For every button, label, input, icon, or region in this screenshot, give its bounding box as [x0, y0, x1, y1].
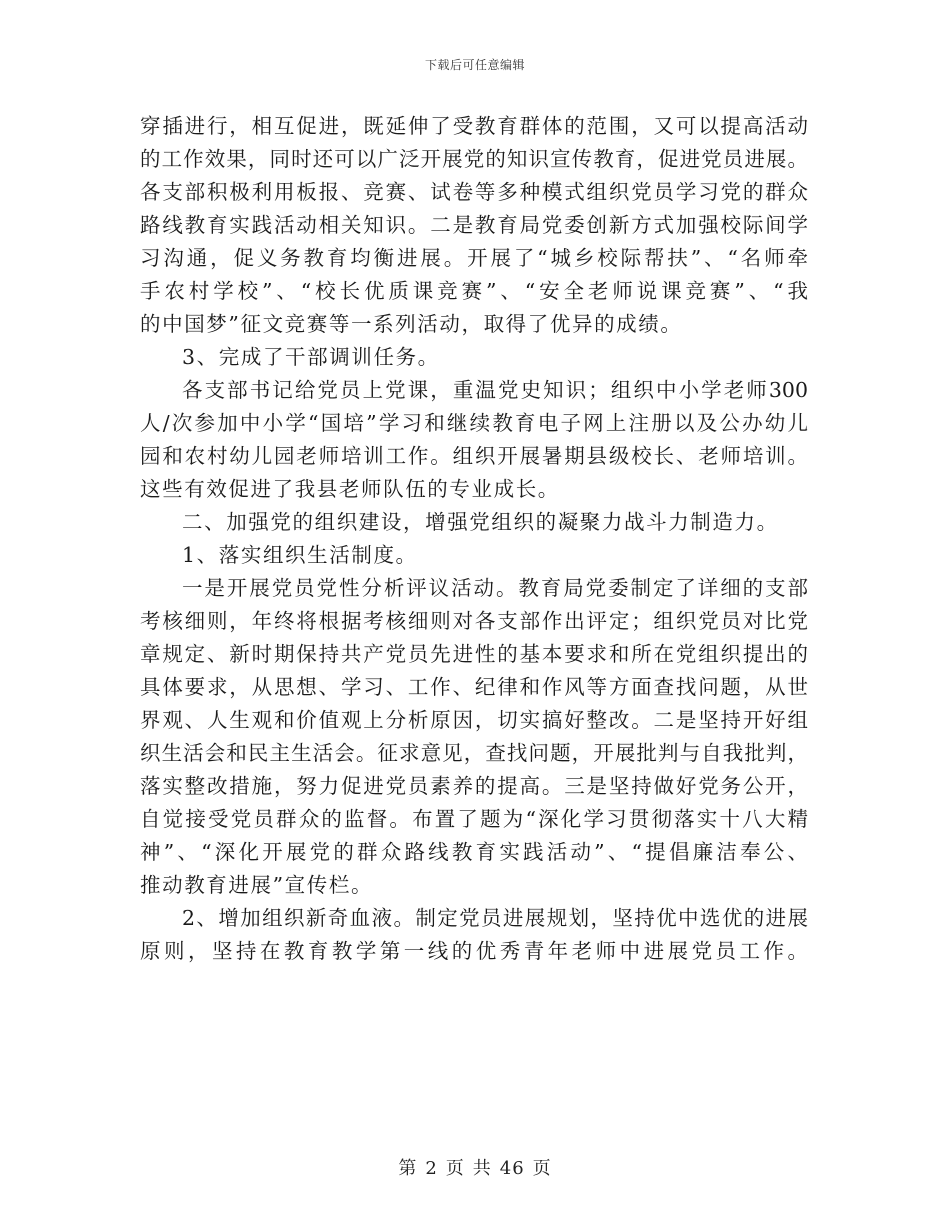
page-label-prefix: 第 — [398, 1158, 418, 1179]
document-body — [140, 110, 808, 968]
text-line: 章规定、新时期保持共产党员先进性的基本要求和所在党组织提出的 — [140, 642, 808, 666]
text-line: 原则，坚持在教育教学第一线的优秀青年老师中进展党员工作。 — [140, 939, 808, 963]
section-heading: 3、完成了干部调训任务。 — [182, 345, 440, 369]
text-line: 各支部积极利用板报、竞赛、试卷等多种模式组织党员学习党的群众 — [140, 180, 808, 204]
text-line: 界观、人生观和价值观上分析原因，切实搞好整改。二是坚持开好组 — [140, 708, 808, 732]
text-line: 具体要求，从思想、学习、工作、纪律和作风等方面查找问题，从世 — [140, 675, 808, 699]
text-line: 落实整改措施，努力促进党员素养的提高。三是坚持做好党务公开， — [140, 774, 808, 798]
text-line: 这些有效促进了我县老师队伍的专业成长。 — [140, 477, 560, 501]
text-line: 一是开展党员党性分析评议活动。教育局党委制定了详细的支部 — [182, 576, 808, 600]
total-suffix: 页 — [532, 1158, 552, 1179]
subsection-heading: 1、落实组织生活制度。 — [182, 543, 418, 567]
text-line: 穿插进行，相互促进，既延伸了受教育群体的范围，又可以提高活动 — [140, 114, 808, 138]
text-line: 神”、“深化开展党的群众路线教育实践活动”、“提倡廉洁奉公、 — [140, 840, 808, 864]
page-header: 下载后可任意编辑 — [424, 58, 525, 72]
text-line: 的工作效果，同时还可以广泛开展党的知识宣传教育，促进党员进展。 — [140, 147, 808, 171]
text-line: 各支部书记给党员上党课，重温党史知识；组织中小学老师300 — [182, 378, 808, 402]
text-line: 手农村学校”、“校长优质课竞赛”、“安全老师说课竞赛”、“我 — [140, 279, 808, 303]
text-line: 习沟通，促义务教育均衡进展。开展了“城乡校际帮扶”、“名师牵 — [140, 246, 808, 270]
text-line: 人/次参加中小学“国培”学习和继续教育电子网上注册以及公办幼儿 — [140, 411, 808, 435]
page-footer — [0, 1154, 950, 1180]
text-line: 园和农村幼儿园老师培训工作。组织开展暑期县级校长、老师培训。 — [140, 444, 808, 468]
text-line: 织生活会和民主生活会。征求意见，查找问题，开展批判与自我批判， — [140, 741, 808, 765]
text-line: 路线教育实践活动相关知识。二是教育局党委创新方式加强校际间学 — [140, 213, 808, 237]
text-line: 2、增加组织新奇血液。制定党员进展规划，坚持优中选优的进展 — [182, 906, 808, 930]
text-line: 考核细则，年终将根据考核细则对各支部作出评定；组织党员对比党 — [140, 609, 808, 633]
text-line: 推动教育进展”宣传栏。 — [140, 873, 374, 897]
section-heading: 二、加强党的组织建设，增强党组织的凝聚力战斗力制造力。 — [182, 510, 779, 534]
text-line: 的中国梦”征文竞赛等一系列活动，取得了优异的成绩。 — [140, 312, 683, 336]
page-label-mid: 页 — [445, 1158, 465, 1179]
total-label: 共 — [472, 1158, 492, 1179]
text-line: 自觉接受党员群众的监督。布置了题为“深化学习贯彻落实十八大精 — [140, 807, 808, 831]
page-number: 2 — [425, 1158, 438, 1179]
total-pages: 46 — [499, 1158, 525, 1179]
